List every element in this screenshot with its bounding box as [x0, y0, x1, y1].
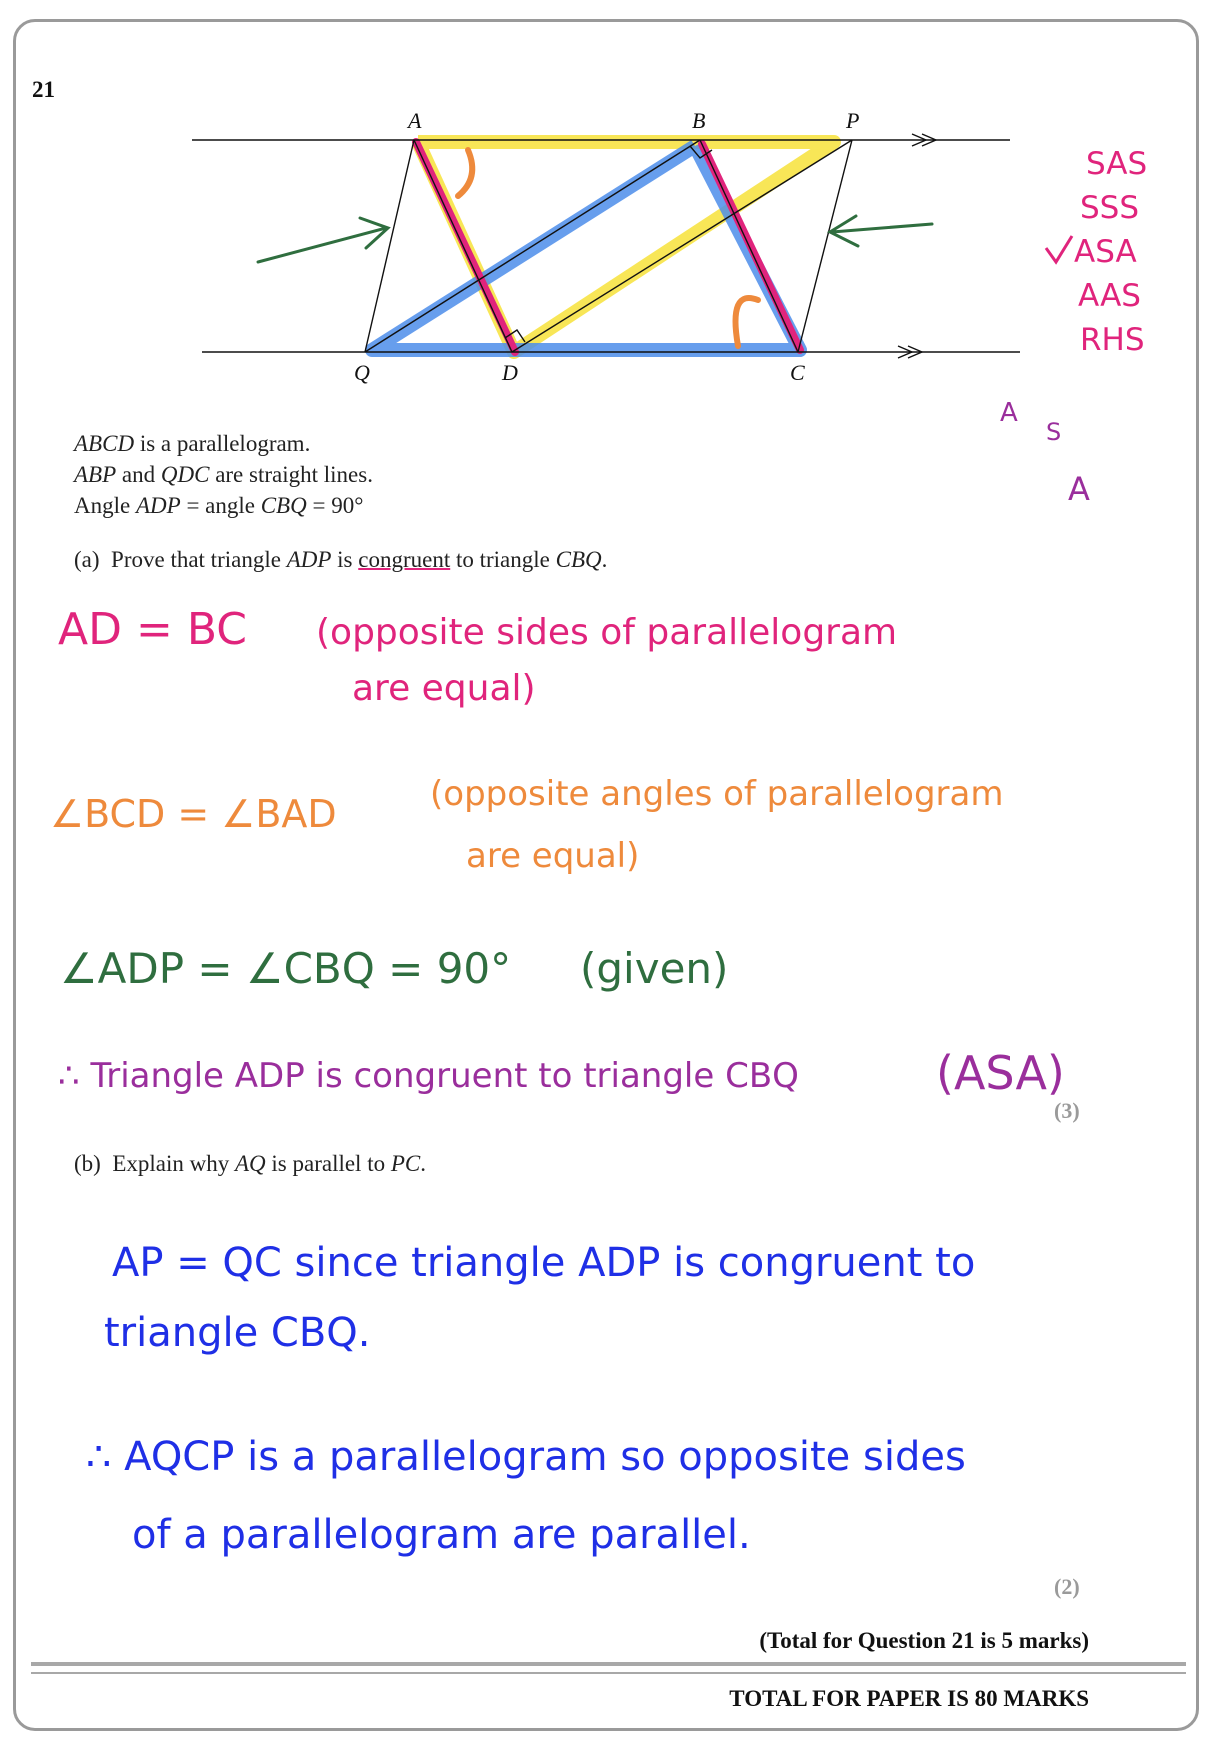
- reason-3: (given): [580, 944, 729, 993]
- criterion-asa: ASA: [1074, 234, 1137, 270]
- angle-arc-a: [458, 150, 472, 196]
- reason-1b: are equal): [352, 668, 536, 709]
- answer-angle-adp: ∠ADP = ∠CBQ = 90°: [60, 944, 512, 993]
- line-dp: [512, 140, 852, 352]
- label-a: A: [408, 108, 422, 133]
- answer-b-line-2: triangle CBQ.: [104, 1310, 371, 1356]
- given-line-1: ABCD is a parallelogram.: [74, 431, 311, 456]
- green-arrow-left: [258, 218, 388, 262]
- parallelogram-diagram: [0, 0, 1213, 420]
- given-line-3: Angle ADP = angle CBQ = 90°: [74, 493, 364, 518]
- divider-thick: [31, 1662, 1186, 1666]
- label-q: Q: [354, 360, 370, 385]
- yellow-highlight-triangle-adp: [418, 142, 834, 352]
- answer-b-line-1: AP = QC since triangle ADP is congruent to: [112, 1240, 976, 1286]
- angle-arc-c: [736, 298, 759, 346]
- total-question: (Total for Question 21 is 5 marks): [759, 1628, 1089, 1653]
- conclusion-a: ∴ Triangle ADP is congruent to triangle CBQ: [58, 1056, 799, 1096]
- criterion-sas: SAS: [1086, 146, 1148, 182]
- reason-2b: are equal): [466, 836, 640, 876]
- side-pc: [798, 140, 852, 352]
- marks-part-a: (3): [1054, 1098, 1080, 1123]
- label-d: D: [502, 360, 518, 385]
- total-paper: TOTAL FOR PAPER IS 80 MARKS: [729, 1686, 1089, 1711]
- sketch-label-a2: A: [1068, 470, 1090, 508]
- answer-angle-bcd: ∠BCD = ∠BAD: [50, 792, 337, 836]
- divider-thin: [31, 1672, 1186, 1674]
- sketch-label-a1: A: [1000, 398, 1018, 428]
- green-arrow-right: [830, 216, 932, 246]
- part-b-prompt: (b) Explain why AQ is parallel to PC.: [74, 1151, 426, 1176]
- given-line-2: ABP and QDC are straight lines.: [74, 462, 373, 487]
- answer-b-line-4: of a parallelogram are parallel.: [132, 1512, 751, 1558]
- criterion-sss: SSS: [1080, 190, 1140, 226]
- label-c: C: [790, 360, 805, 385]
- marks-part-b: (2): [1054, 1574, 1080, 1599]
- label-b: B: [692, 108, 706, 133]
- label-p: P: [846, 108, 860, 133]
- criterion-aas: AAS: [1078, 278, 1141, 314]
- reason-1a: (opposite sides of parallelogram: [316, 612, 898, 653]
- question-number: 21: [32, 77, 55, 102]
- tick-asa: [1046, 236, 1072, 262]
- answer-b-line-3: ∴ AQCP is a parallelogram so opposite sides: [86, 1434, 966, 1480]
- line-qb: [365, 140, 700, 352]
- given-statements: [74, 428, 373, 521]
- criterion-rhs: RHS: [1080, 322, 1145, 358]
- conclusion-a-tag: (ASA): [936, 1046, 1065, 1100]
- sketch-label-s: S: [1046, 418, 1062, 446]
- answer-ad-equals-bc: AD = BC: [58, 604, 247, 655]
- part-a-prompt: (a) Prove that triangle ADP is congruent to triangle CBQ.: [74, 547, 608, 572]
- criteria-list: [1074, 146, 1147, 358]
- reason-2a: (opposite angles of parallelogram: [430, 774, 1004, 814]
